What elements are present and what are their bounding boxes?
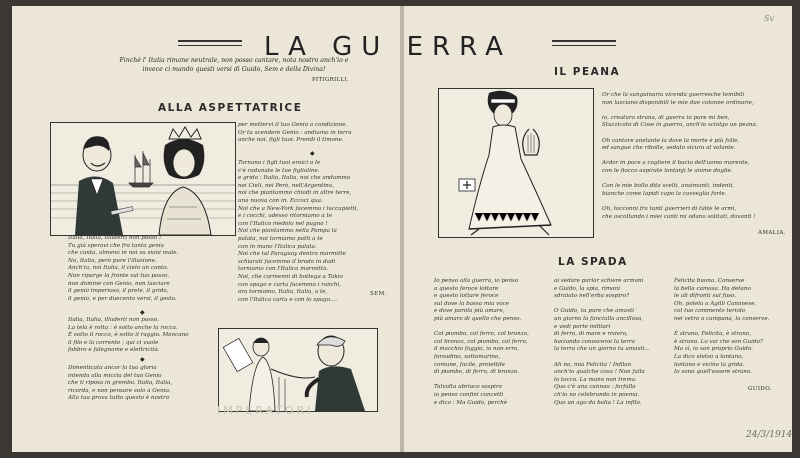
illustration-nurse-with-lyre — [438, 88, 594, 238]
ornament-star: ◆ — [310, 150, 315, 157]
amalia-signature: AMALIA. — [758, 230, 786, 236]
illustration-couple-harbor — [50, 122, 236, 236]
bleed-through-watermark: IMPERATORI — [217, 404, 314, 417]
section-title-spada: LA SPADA — [558, 256, 628, 268]
intro-signer: PITIGRILLI. — [312, 77, 349, 83]
peana-verse: Or che la sanguinaria vicenda guerresche temibili non lasciano disponibili le mie due colonne ordinarie, io, creatura strana, di guerra io pure mi ben, Stuzzicato di Cose in guerra, anch'io sciolgo un peana. Oh cantore anelante la dove la morte è più folle, ed sangue che ribolle, sedato sicura al volante. Ardor in pace a cogliere il bacio dell'uomo morente, con le fiocco aspirate lontanji le anime doglie. Con le mie bollo dita scelti, ansimanti, indenti, bianche come lapidi capo la cavveglia forte. Oh, tocconni fra tanti guerrieri di tutte le armi, che ascoltando i miei canti mi odano solitati, davanti ! — [602, 92, 758, 220]
verse-column-left-3: Dimenticata ancor la tua gloria intenda alla miccia del tuo Genio che ti riposa in grembo. Italia, Italia, ricorda, e non pensare solo a Genio. Alla tua prova tutto questo è nostro — [68, 365, 173, 402]
couple-harbor-drawing — [51, 123, 235, 235]
verse-column-left-1: Italia, Italia, illuderti non posso ! Tu già speravi che fra tanta genia che canta, almeno in noi su siani male. No, Italia, però pure l'illusione. Anch'io, noi Italia, il cielo un canto. Non riparge la fronte sul tuo passo, non domine con Genio, non lasciare il genio imperioso, il prete, il grido, il genio, e per duecento versi, il gesto. — [68, 235, 179, 302]
right-page — [404, 6, 792, 452]
title-rule-left-thin — [178, 45, 242, 46]
section-title-peana: IL PEANA — [554, 66, 621, 78]
ornament-star: ◆ — [140, 356, 145, 363]
verse-column-left-2: Italia, Italia, illuderti non posso. La tela è rotta : è sotto anche la rocca. È sotto il rocco, è sotto il raggio. Mancano il filo e la corrente ; qui ci vuole fabbro e falegname e elettricità. — [68, 317, 189, 354]
spada-verse-col-1: Io penso alla guerra, io penso a questo feroce lottare e questo lottare feroce sul dove la bassa mia voce e dove parola più amare, più amaro di quello che penso. Col piombo, col ferro, col bronzo, col bronzo, col piombo, col ferro, il macchio foggio, io non erro, forsadino, sottomarino, comune, facile, proiettile di piombo, di ferro, di bronzo. Talvolta ubriaco sospiro io penso confini concetti e dico : Ma Guido, perchè — [434, 278, 529, 406]
section-title-aspettatrice: ALLA ASPETTATRICE — [158, 102, 303, 114]
left-page — [12, 6, 400, 452]
sem-signature: SEM. — [370, 291, 387, 297]
spada-verse-col-3: Felicita buona. Conserve la bella camosa. Ha detano le ali difronti sul fuso. Oh, potela a Agilli Canonese, col tuo commento teriolo nel vetro a campana, la conserve. È strano, Felicita, è strano, è strano. Lo vai che son Guido? Ma sì, io son proprio Guido. La dico stetso a lontano, lontano e vicino la grida. Io sono quell'essere strano. — [674, 278, 770, 376]
handwritten-corner-mark: Sv — [764, 14, 774, 23]
illustration-man-with-puppet — [218, 328, 378, 412]
page-title: LA GU ERRA — [264, 32, 512, 62]
title-rule-left — [178, 40, 242, 42]
magazine-spread — [12, 6, 792, 452]
ornament-star: ◆ — [140, 309, 145, 316]
intro-note: Finchè l' Italia rimane neutrale, non posso cantare, nota nostro anch'io e invece ci mando questi versi di Guido, Sem e della Divina! — [119, 57, 349, 73]
man-puppet-drawing — [219, 329, 377, 411]
title-rule-right-thin — [552, 45, 616, 46]
nurse-lyre-drawing — [439, 89, 593, 237]
spada-verse-col-2: ai sedare parlar schiere armani e Guido, la spia, rimani sdraiato nell'erba sospiro? O Guido, tu pure che amasti un giorno la fanciulla ancillosa, e vedi porte militari di ferro, di mare e riviera, baciando conoscerai la terra la terra che un giorno tu amasti... Ah no, mia Felicita ! Infilan anch'io qualche cosa ! Non falla lo tocco. La mano non trema. Quo c'è una cannao : farfalla ch'io no celebrando in poema. Quo un ago da balia ! La infilo. — [554, 278, 650, 406]
verse-column-right-1: per mettervi il tuo Genio a condizione. Or tu scendere Genio : andiamo in terra anche noi, figli tuoi. Prendi il timone. — [238, 122, 352, 144]
handwritten-date: 24/3/1914 — [746, 430, 793, 440]
guido-signature: GUIDO. — [748, 386, 772, 392]
title-rule-right — [552, 40, 616, 42]
verse-column-right-2: Tornano i figli tuoi eroici o le c'è radunate le tue figlioline. e grida : Italia, Italia, noi che andammo nei Cieli, nei Però, nell'Argentina, noi che piantammo chiodi in altre terre, una nuova con in. Eccoci qua. Noi che a New-York facemmo i luccapietti, e i cocchi, adesso ritorniamo a te con l'Italico medolo nel pugno ! Noi che piantammo nella Pampa la palata, noi torniamo patti a te con in mano l'Italica palata. Noi che tal Paraguay dentro marmitte schiarati facemmo il brodo in dadi torniamo con l'Italica marmitta. Noi, che carmenni di bottega a Tokio con spago e carta facemmo i ranchi, ora torniamo, Italia, Italia, a te, con l'Italica carta e con lo spago.... — [238, 160, 359, 303]
